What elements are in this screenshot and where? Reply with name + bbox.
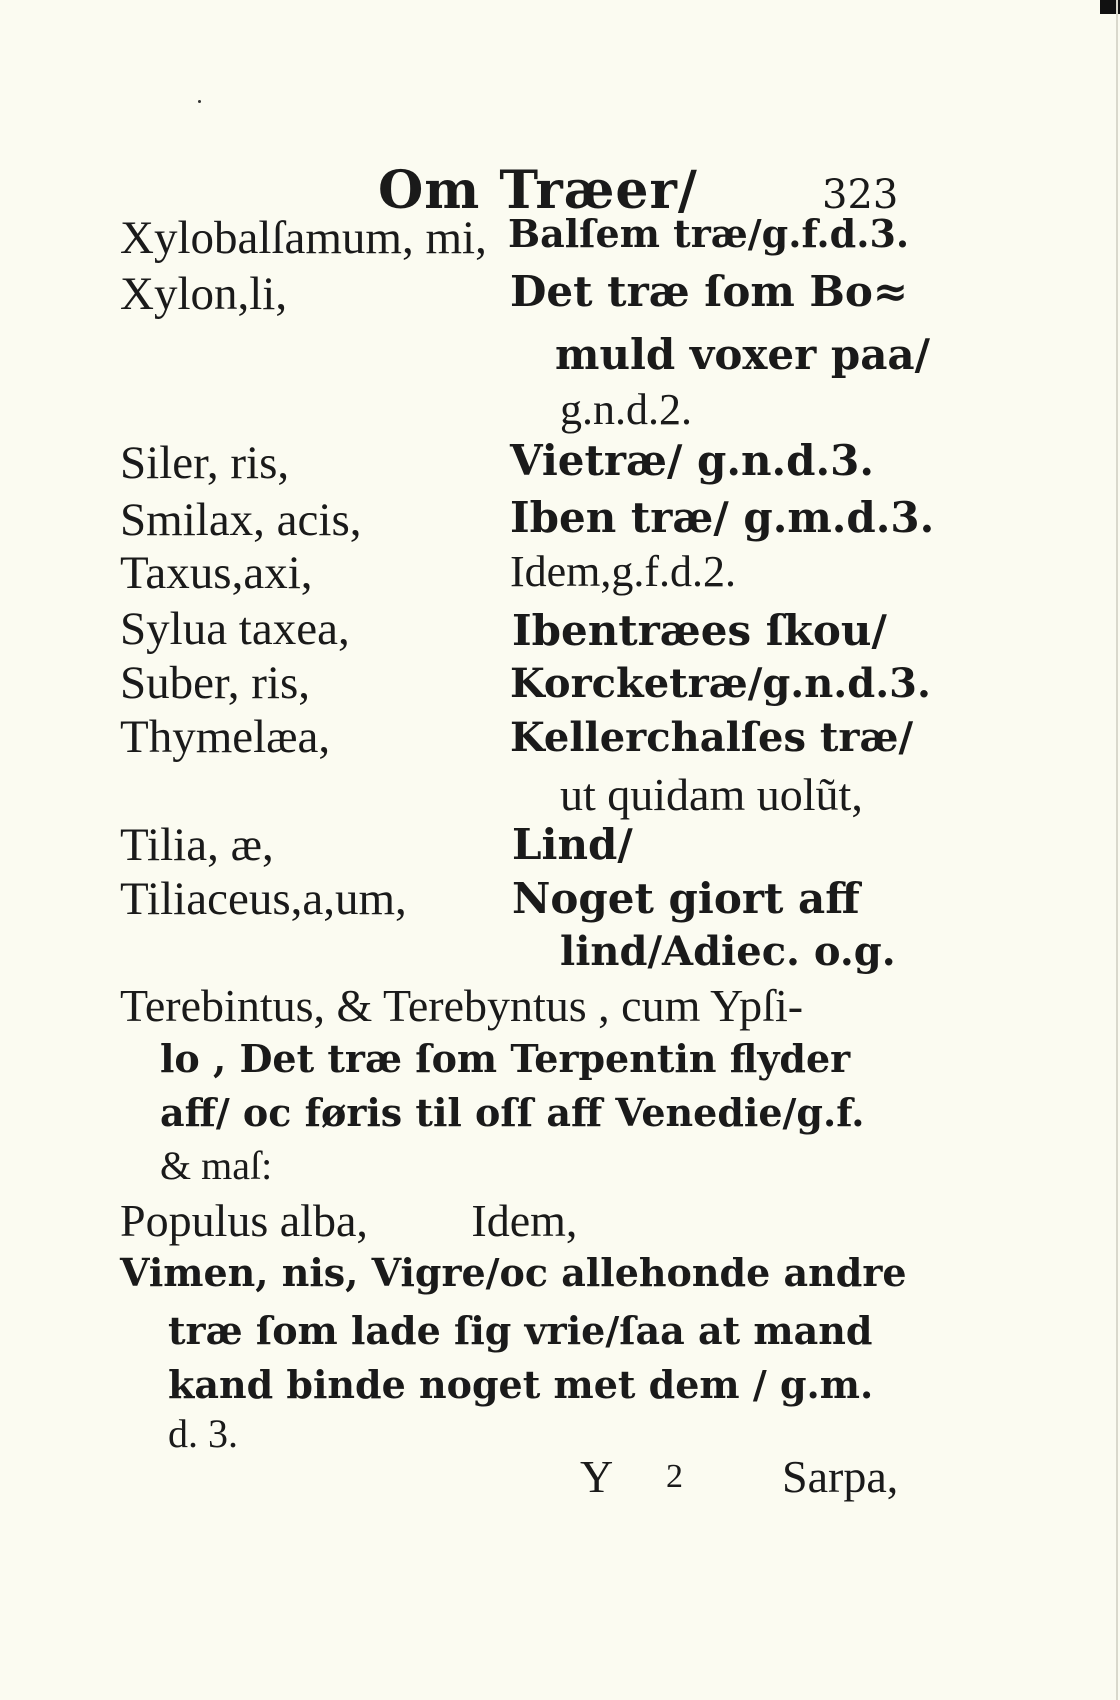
entry-latin: Xylon,li, [120, 268, 288, 320]
entry-gloss: Det træ ſom Bo≈ [510, 267, 909, 316]
paragraph-line: kand binde noget met dem / g.m. [168, 1362, 874, 1407]
scan-edge-line [1116, 0, 1118, 1700]
entry-latin: Siler, ris, [120, 437, 290, 489]
entry-gloss: Iben træ/ g.m.d.3. [510, 493, 935, 542]
entry-latin: Smilax, acis, [120, 494, 362, 546]
signature-letter: Y [580, 1451, 614, 1502]
entry-gloss: ut quidam uolũt, [560, 769, 863, 820]
signature-number: 2 [666, 1458, 683, 1495]
entry-gloss: Idem,g.f.d.2. [510, 547, 737, 596]
entry-gloss: Lind/ [512, 820, 633, 869]
entry-gloss: Balſem træ/g.f.d.3. [508, 211, 910, 256]
paragraph-line: lo , Det træ ſom Terpentin flyder [160, 1036, 851, 1081]
paragraph-line: aff/ oc føris til oſſ aff Venedie/g.f. [160, 1090, 865, 1135]
entry-gloss: Korcketræ/g.n.d.3. [510, 660, 931, 707]
entry-latin: Taxus,axi, [120, 547, 313, 599]
entry-gloss: Noget giort aff [512, 874, 860, 923]
catchword: Sarpa, [782, 1451, 899, 1502]
page-number: 323 [822, 172, 899, 218]
entry-gloss: Vietræ/ g.n.d.3. [510, 436, 874, 485]
paragraph-line: Vimen, nis, Vigre/oc allehonde andre [120, 1250, 907, 1295]
entry-gloss: g.n.d.2. [560, 385, 692, 434]
entry-latin: Tilia, æ, [120, 819, 274, 871]
entry-gloss: Kellerchalſes træ/ [510, 714, 914, 761]
entry-latin: Sylua taxea, [120, 603, 350, 655]
paragraph-line: Populus alba, Idem, [120, 1195, 578, 1246]
entry-latin: Thymelæa, [120, 711, 331, 763]
entry-gloss: Ibentræes ſkou/ [512, 606, 887, 655]
running-title: Om Træer/ [378, 160, 698, 221]
paragraph-line: træ ſom lade ſig vrie/ſaa at mand [168, 1308, 873, 1353]
entry-gloss: muld voxer paa/ [555, 330, 930, 379]
paragraph-line: d. 3. [168, 1411, 238, 1456]
speck [198, 100, 201, 103]
paragraph-line: & maſ: [160, 1143, 273, 1188]
entry-latin: Tiliaceus,a,um, [120, 873, 407, 925]
paragraph-line: Terebintus, & Terebyntus , cum Ypſi- [120, 980, 804, 1031]
entry-latin: Xylobalſamum, mi, [120, 212, 487, 264]
entry-gloss: lind/Adiec. o.g. [560, 928, 896, 975]
entry-latin: Suber, ris, [120, 657, 311, 709]
